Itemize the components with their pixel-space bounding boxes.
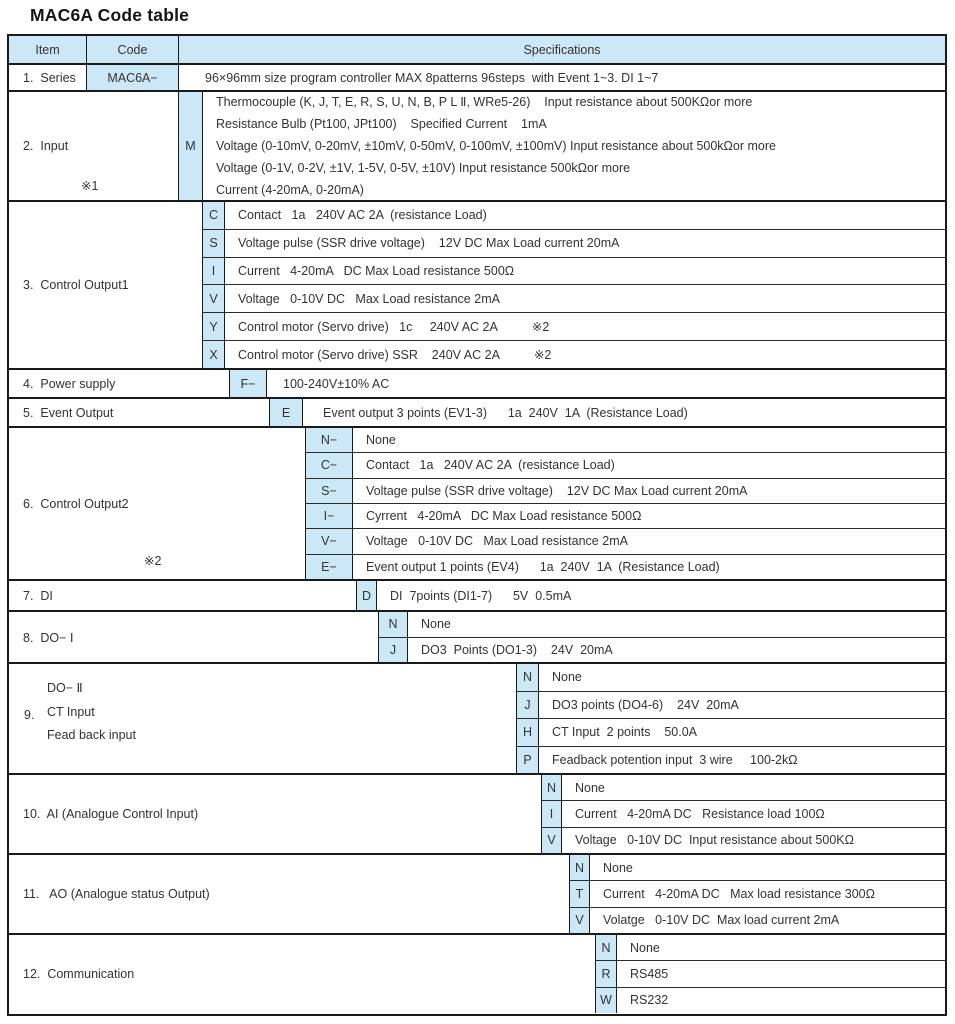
option-row <box>541 775 945 800</box>
spec-text-block <box>203 92 945 200</box>
header-code: Code <box>86 36 179 63</box>
spec-text: CT Input 2 points 50.0A <box>552 725 697 740</box>
spec-text: Current 4-20mA DC Resistance load 100Ω <box>575 806 825 821</box>
item-label: 6. Control Output2 <box>23 496 129 511</box>
table-header-row <box>9 36 945 63</box>
spec-text: 96×96mm size program controller MAX 8patterns 96steps with Event 1~3. DI 1~7 <box>205 70 659 85</box>
option-row <box>305 428 945 452</box>
option-row <box>305 554 945 579</box>
option-row <box>202 312 945 340</box>
code-table <box>7 34 947 1016</box>
spec-text: Control motor (Servo drive) 1c 240V AC 2A ※2 <box>238 320 550 335</box>
item-label: 5. Event Output <box>23 405 114 420</box>
section-ai <box>9 773 945 853</box>
option-row <box>202 229 945 257</box>
option-row <box>202 257 945 285</box>
spec-text: RS232 <box>630 993 669 1008</box>
item-label: DO− Ⅱ <box>47 681 83 695</box>
option-row <box>516 664 945 691</box>
spec-text: None <box>603 860 633 875</box>
spec-text: Event output 3 points (EV1-3) 1a 240V 1A (Resistance Load) <box>323 405 688 420</box>
spec-text: Volatge 0-10V DC Max load current 2mA <box>603 913 840 928</box>
section-communication <box>9 933 945 1013</box>
spec-line: Current (4-20mA, 0-20mA) <box>216 183 364 197</box>
code-cell: X <box>202 341 225 368</box>
option-row <box>305 452 945 477</box>
item-label: 2. Input <box>23 139 69 153</box>
code-cell: V <box>202 285 225 312</box>
item-label: 10. AI (Analogue Control Input) <box>23 807 199 821</box>
spec-text: None <box>630 940 660 955</box>
code-cell: I <box>202 258 225 285</box>
code-cell: D <box>356 581 377 610</box>
spec-text: Voltage 0-10V DC Max Load resistance 2mA <box>238 291 500 306</box>
option-row <box>595 935 945 960</box>
spec-line: Resistance Bulb (Pt100, JPt100) Specified Current 1mA <box>216 117 547 131</box>
option-row <box>516 691 945 719</box>
option-row <box>378 637 945 663</box>
spec-text: DI 7points (DI1-7) 5V 0.5mA <box>390 588 572 603</box>
spec-text: Control motor (Servo drive) SSR 240V AC 2A ※2 <box>238 348 552 363</box>
option-row <box>541 827 945 853</box>
code-cell: N <box>569 855 590 880</box>
code-cell: N− <box>305 428 353 452</box>
option-row <box>202 340 945 368</box>
spec-text: Voltage 0-10V DC Max Load resistance 2mA <box>366 534 628 549</box>
code-cell: E− <box>305 555 353 579</box>
option-row <box>305 503 945 528</box>
note-ref-1: ※1 <box>81 179 99 193</box>
section-ao <box>9 853 945 933</box>
spec-text: 100-240V±10% AC <box>283 376 390 391</box>
item-label: 1. Series <box>23 70 76 85</box>
section-input <box>9 90 945 200</box>
code-cell: N <box>378 612 408 637</box>
spec-text: None <box>366 433 396 448</box>
spec-text: Cyrrent 4-20mA DC Max Load resistance 500Ω <box>366 509 642 524</box>
section-do1 <box>9 610 945 662</box>
option-row <box>202 284 945 312</box>
spec-text: RS485 <box>630 966 669 981</box>
option-row <box>569 907 945 933</box>
spec-text: Current 4-20mA DC Max load resistance 300Ω <box>603 886 875 901</box>
code-cell: I− <box>305 504 353 528</box>
code-cell: W <box>595 988 617 1013</box>
section-do2-ct-feedback <box>9 662 945 773</box>
spec-text: Event output 1 points (EV4) 1a 240V 1A (Resistance Load) <box>366 559 720 574</box>
code-cell: S− <box>305 479 353 503</box>
code-cell: C− <box>305 453 353 477</box>
code-cell: Y <box>202 313 225 340</box>
spec-text: None <box>421 617 451 632</box>
option-row <box>541 800 945 826</box>
section-di <box>9 579 945 610</box>
section-event-output <box>9 397 945 426</box>
section-series <box>9 63 945 90</box>
code-cell: V <box>569 908 590 933</box>
code-cell: MAC6A− <box>86 65 179 90</box>
spec-text: Voltage 0-10V DC Input resistance about 500KΩ <box>575 833 854 848</box>
item-label: Fead back input <box>47 728 136 742</box>
option-row <box>305 478 945 503</box>
spec-line: Voltage (0-10mV, 0-20mV, ±10mV, 0-50mV, 0-100mV, ±100mV) Input resistance about 500kΩor more <box>216 139 776 153</box>
page-title: MAC6A Code table <box>30 5 190 25</box>
item-label: 8. DO− Ⅰ <box>23 630 74 645</box>
item-label: 12. Communication <box>23 967 135 981</box>
spec-text: DO3 Points (DO1-3) 24V 20mA <box>421 642 613 657</box>
option-row <box>569 880 945 906</box>
option-row <box>595 987 945 1013</box>
section-control-output1 <box>9 200 945 368</box>
section-control-output2 <box>9 426 945 579</box>
spec-line: Voltage (0-1V, 0-2V, ±1V, 1-5V, 0-5V, ±10V) Input resistance 500kΩor more <box>216 161 631 175</box>
code-cell: I <box>541 801 562 826</box>
option-row <box>202 202 945 229</box>
spec-text: Current 4-20mA DC Max Load resistance 500Ω <box>238 264 515 279</box>
item-label: 4. Power supply <box>23 376 116 391</box>
code-cell: S <box>202 230 225 257</box>
option-row <box>569 855 945 880</box>
code-cell: R <box>595 961 617 986</box>
header-item: Item <box>9 36 86 63</box>
code-cell: E <box>269 399 303 426</box>
option-row <box>516 746 945 774</box>
option-row <box>305 528 945 553</box>
spec-text: Voltage pulse (SSR drive voltage) 12V DC Max Load current 20mA <box>366 483 748 498</box>
item-label: 7. DI <box>23 588 53 603</box>
option-row <box>516 718 945 746</box>
spec-line: Thermocouple (K, J, T, E, R, S, U, N, B, P L Ⅱ, WRe5-26) Input resistance about 500KΩor more <box>216 95 753 109</box>
spec-text: Contact 1a 240V AC 2A (resistance Load) <box>366 458 615 473</box>
code-cell: T <box>569 881 590 906</box>
spec-text: Feadback potention input 3 wire 100-2kΩ <box>552 752 798 767</box>
code-cell: F− <box>229 370 267 397</box>
code-cell: J <box>516 692 539 719</box>
code-cell: V− <box>305 529 353 553</box>
code-cell: V <box>541 828 562 853</box>
code-cell: J <box>378 638 408 663</box>
spec-text: Contact 1a 240V AC 2A (resistance Load) <box>238 208 487 223</box>
code-cell: P <box>516 747 539 774</box>
code-cell: M <box>178 92 203 200</box>
code-cell: C <box>202 202 225 229</box>
option-row <box>595 960 945 986</box>
note-ref-2: ※2 <box>144 554 162 568</box>
code-cell: H <box>516 719 539 746</box>
section-power-supply <box>9 368 945 397</box>
item-label: 11. AO (Analogue status Output) <box>23 887 210 901</box>
item-label: 3. Control Output1 <box>23 278 129 292</box>
code-cell: N <box>516 664 539 691</box>
spec-text: DO3 points (DO4-6) 24V 20mA <box>552 697 739 712</box>
header-specifications: Specifications <box>179 36 945 63</box>
code-cell: N <box>595 935 617 960</box>
spec-text: Voltage pulse (SSR drive voltage) 12V DC Max Load current 20mA <box>238 236 620 251</box>
item-label: CT Input <box>47 704 95 719</box>
spec-text: None <box>575 780 605 795</box>
item-number: 9. <box>24 708 35 722</box>
code-cell: N <box>541 775 562 800</box>
option-row <box>378 612 945 637</box>
spec-text: None <box>552 670 582 685</box>
